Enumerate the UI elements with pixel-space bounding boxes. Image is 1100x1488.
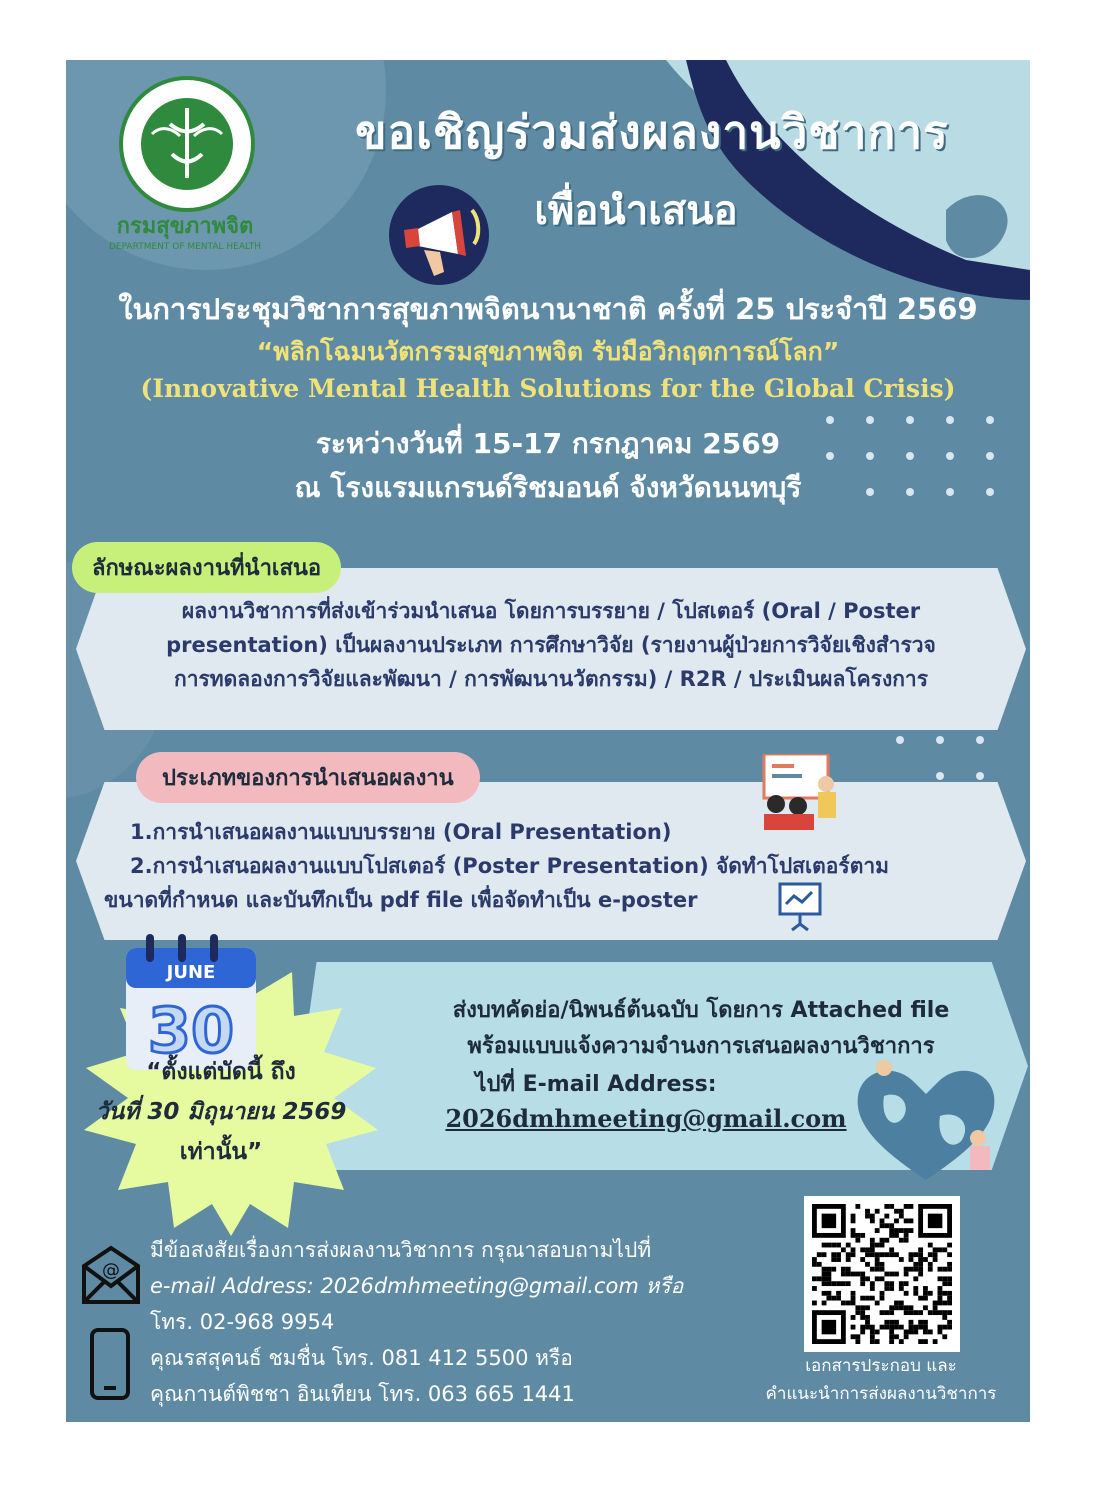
phone-icon xyxy=(88,1328,132,1400)
calendar-day: 30 xyxy=(147,994,235,1067)
poster-presentation-item-cont: ขนาดที่กำหนด และบันทึกเป็น pdf file เพื่อจัดทำเป็น e-poster xyxy=(104,888,698,912)
qr-caption-line1: เอกสารประกอบ และ xyxy=(805,1356,957,1376)
deadline-text xyxy=(76,1052,366,1172)
org-name-en: DEPARTMENT OF MENTAL HEALTH xyxy=(108,242,262,252)
deadline-line1: “ตั้งแต่บัดนี้ ถึง xyxy=(146,1059,296,1085)
megaphone-icon xyxy=(384,180,494,290)
work-type-heading: ลักษณะผลงานที่นำเสนอ xyxy=(72,542,341,593)
contact-line1: มีข้อสงสัยเรื่องการส่งผลงานวิชาการ กรุณาสอบถามไปที่ xyxy=(150,1238,652,1262)
work-type-line: ผลงานวิชาการที่ส่งเข้าร่วมนำเสนอ โดยการบรรยาย / โปสเตอร์ (Oral / Poster xyxy=(181,599,921,623)
event-venue: ณ โรงแรมแกรนด์ริชมอนด์ จังหวัดนนทบุรี xyxy=(294,471,802,504)
presentation-board-icon xyxy=(776,880,824,932)
oral-presentation-item: 1.การนำเสนอผลงานแบบบรรยาย (Oral Presentation) xyxy=(130,820,672,844)
theme-th: “พลิกโฉมนวัตกรรมสุขภาพจิต รับมือวิกฤตการณ์โลก” xyxy=(256,337,840,366)
submission-line1: ส่งบทคัดย่อ/นิพนธ์ต้นฉบับ โดยการ Attached file xyxy=(452,998,950,1023)
contact-person1: คุณรสสุคนธ์ ชมชื่น โทร. 081 412 5500 หรือ xyxy=(150,1346,573,1370)
work-type-line: presentation) เป็นผลงานประเภท การศึกษาวิจัย (รายงานผู้ป่วยการวิจัยเชิงสำรวจ xyxy=(166,633,936,657)
org-name-th: กรมสุขภาพจิต xyxy=(116,214,254,239)
calendar-month: JUNE xyxy=(166,962,216,983)
work-type-line: การทดลองการวิจัยและพัฒนา / การพัฒนานวัตกรรม) / R2R / ประเมินผลโครงการ xyxy=(174,667,928,691)
submission-email-link[interactable]: 2026dmhmeeting@gmail.com xyxy=(445,1104,847,1133)
contact-email-line[interactable]: e-mail Address: 2026dmhmeeting@gmail.com หรือ xyxy=(150,1274,684,1298)
deadline-line2: วันที่ 30 มิถุนายน 2569 xyxy=(95,1099,347,1125)
poster-presentation-item: 2.การนำเสนอผลงานแบบโปสเตอร์ (Poster Presentation) จัดทำโปสเตอร์ตาม xyxy=(130,854,889,878)
theme-en: (Innovative Mental Health Solutions for the Global Crisis) xyxy=(140,374,956,403)
mail-icon xyxy=(80,1244,142,1306)
deadline-line3: เท่านั้น” xyxy=(179,1139,263,1165)
presentation-type-heading: ประเภทของการนำเสนอผลงาน xyxy=(136,752,480,803)
submission-line3: ไปที่ E-mail Address: xyxy=(475,1072,717,1097)
qr-code[interactable] xyxy=(804,1196,960,1352)
submission-line2: พร้อมแบบแจ้งความจำนงการเสนอผลงานวิชาการ xyxy=(467,1034,935,1059)
presentation-illustration xyxy=(754,754,844,832)
work-type-description xyxy=(106,594,996,696)
page-title: ขอเชิญร่วมส่งผลงานวิชาการ xyxy=(355,105,949,159)
globe-heart-illustration xyxy=(844,1056,1008,1188)
svg-text:@: @ xyxy=(102,1260,120,1281)
dot-pattern xyxy=(826,416,1026,506)
qr-caption-line2: คำแนะนำการส่งผลงานวิชาการ xyxy=(765,1384,997,1404)
poster xyxy=(66,60,1030,1422)
page-subtitle: เพื่อนำเสนอ xyxy=(534,188,738,234)
qr-code-pattern xyxy=(812,1204,952,1344)
contact-phone-line: โทร. 02-968 9954 xyxy=(150,1310,335,1334)
event-dates: ระหว่างวันที่ 15-17 กรกฎาคม 2569 xyxy=(315,427,781,460)
contact-person2: คุณกานต์พิชชา อินเทียน โทร. 063 665 1441 xyxy=(150,1382,575,1406)
conference-name: ในการประชุมวิชาการสุขภาพจิตนานาชาติ ครั้งที่ 25 ประจำปี 2569 xyxy=(118,292,978,326)
